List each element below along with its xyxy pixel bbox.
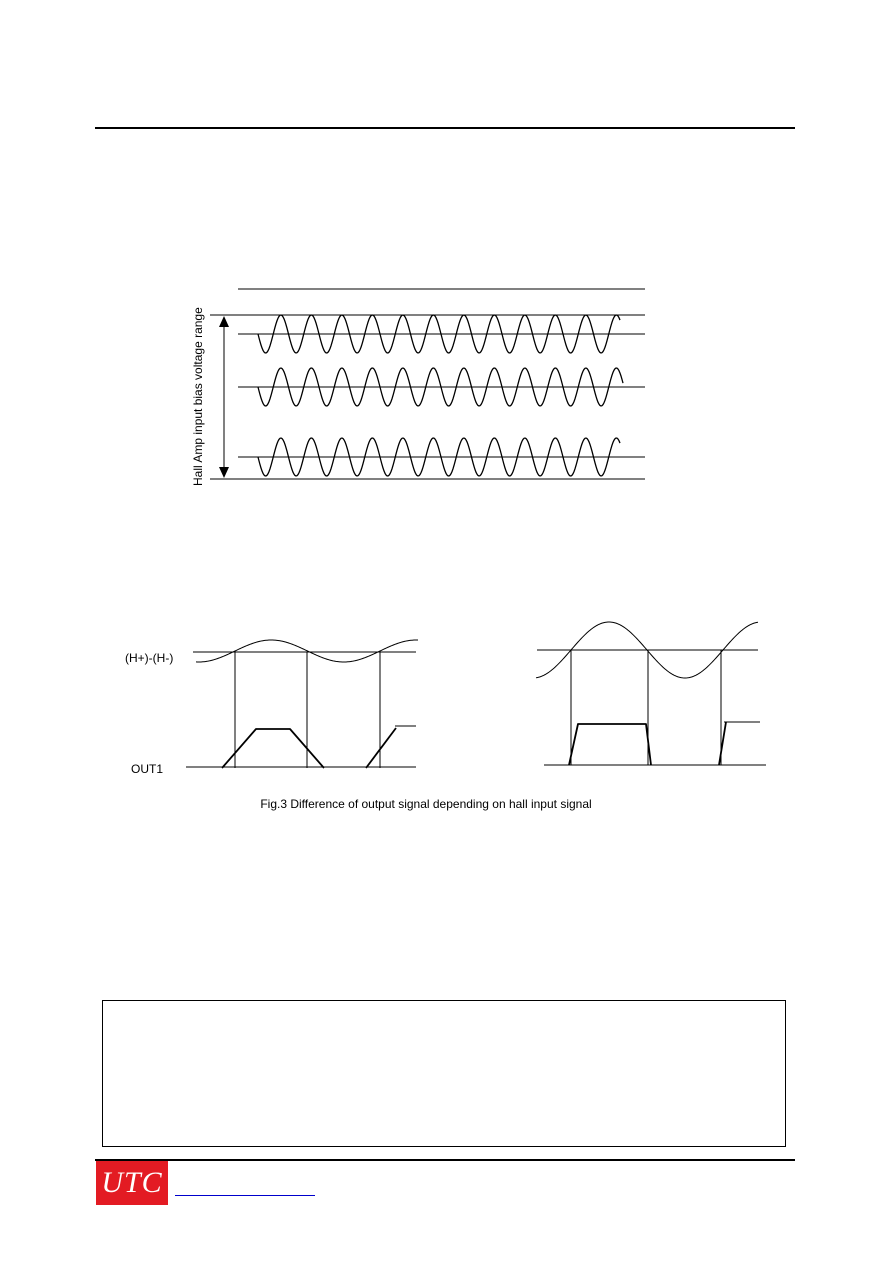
left-out1-rising-edge [366, 728, 396, 768]
footer-rule [95, 1159, 795, 1161]
right-out1-rising-edge [719, 722, 726, 765]
website-link-underline[interactable] [175, 1195, 315, 1196]
right-out1-pulse [569, 724, 651, 765]
bias-axis-label: Hall Amp input bias voltage range [191, 307, 205, 486]
figure-caption [0, 797, 892, 811]
output-signal-label: OUT1 [131, 762, 164, 776]
left-out1-trapezoid [222, 729, 324, 768]
notice-box [102, 1000, 786, 1147]
input-signal-label: (H+)-(H-) [125, 651, 174, 665]
figure-caption-text: Fig.3 Difference of output signal depending on hall input signal [260, 797, 592, 811]
utc-logo [96, 1161, 168, 1205]
utc-logo-text: UTC [101, 1166, 163, 1199]
